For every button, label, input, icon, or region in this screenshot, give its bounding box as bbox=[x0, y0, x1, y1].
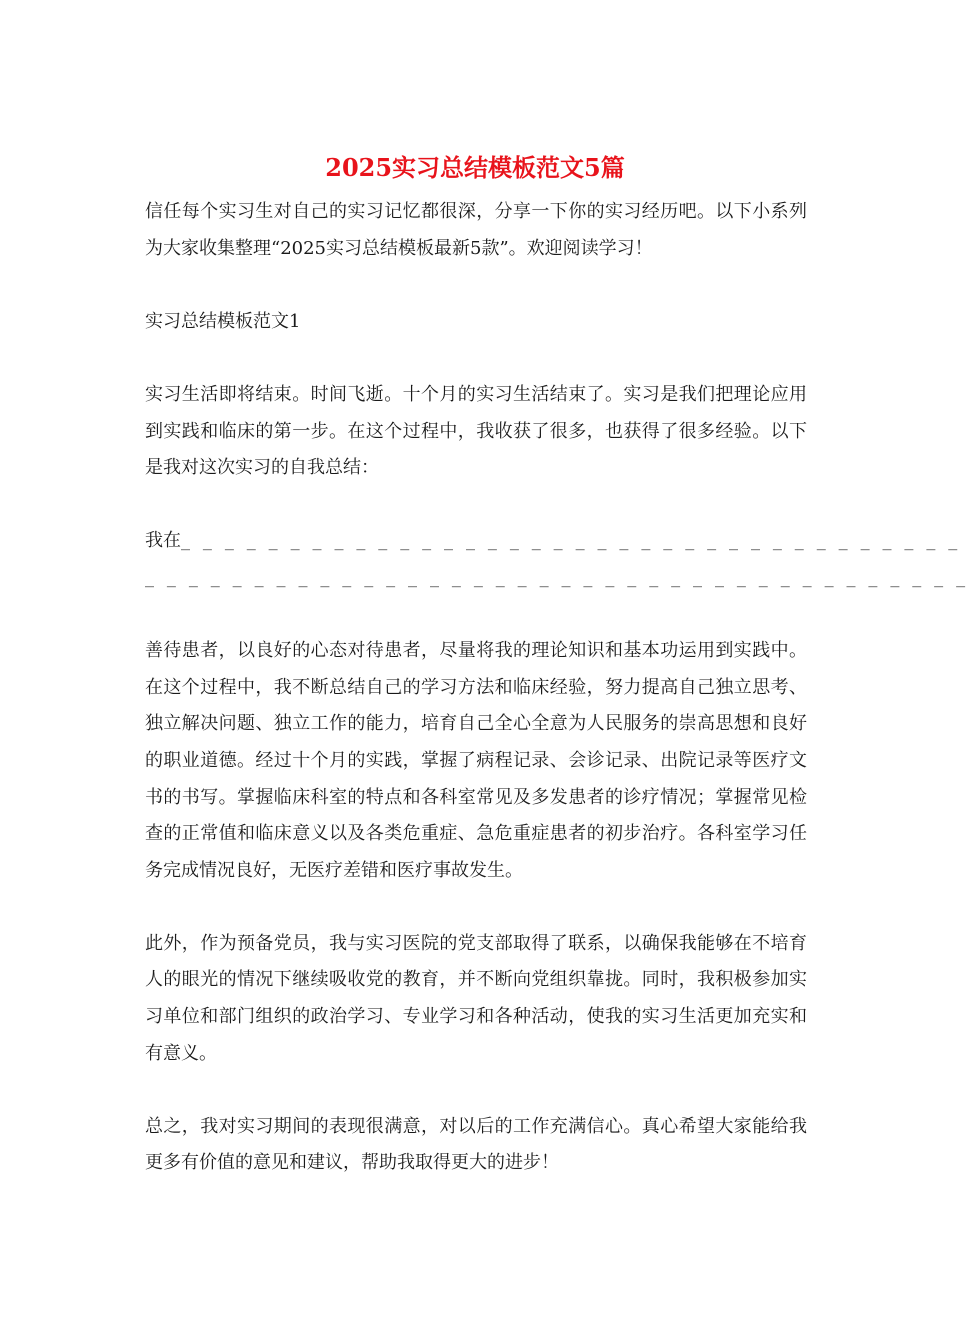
fill-in-line-1 bbox=[145, 523, 961, 560]
paragraph-3: 此外，作为预备党员，我与实习医院的党支部取得了联系，以确保我能够在不培育人的眼光的情况下继续吸收党的教育，并不断向党组织靠拢。同时，我积极参加实习单位和部门组织的政治学习、专业学习和各种活动，使我的实习生活更加充实和有意义。 bbox=[145, 932, 807, 1064]
paragraph-2: 善待患者，以良好的心态对待患者，尽量将我的理论知识和基本功运用到实践中。在这个过程中，我不断总结自己的学习方法和临床经验，努力提高自己独立思考、独立解决问题、独立工作的能力，培育自己全心全意为人民服务的崇高思想和良好的职业道德。经过十个月的实践，掌握了病程记录、会诊记录、出院记录等医疗文书的书写。掌握临床科室的特点和各科室常见及多发患者的诊疗情况；掌握常见检查的正常值和临床意义以及各类危重症、急危重症患者的初步治疗。各科室学习任务完成情况良好，无医疗差错和医疗事故发生。 bbox=[145, 640, 807, 881]
intro-paragraph: 信任每个实习生对自己的实习记忆都很深，分享一下你的实习经历吧。以下小系列为大家收集整理“2025实习总结模板最新5款”。欢迎阅读学习！ bbox=[145, 201, 807, 259]
fill-prefix: 我在 bbox=[145, 530, 181, 552]
paragraph-1: 实习生活即将结束。时间飞逝。十个月的实习生活结束了。实习是我们把理论应用到实践和临床的第一步。在这个过程中，我收获了很多，也获得了很多经验。以下是我对这次实习的自我总结： bbox=[145, 383, 807, 479]
blank-underline-2: _ _ _ _ _ _ _ _ _ _ _ _ _ _ _ _ _ _ _ _ _ _ _ _ _ _ _ _ _ _ _ _ _ _ _ _ _ _ bbox=[145, 566, 969, 588]
paragraph-4: 总之，我对实习期间的表现很满意，对以后的工作充满信心。真心希望大家能给我更多有价值的意见和建议，帮助我取得更大的进步！ bbox=[145, 1115, 807, 1174]
document-body bbox=[145, 194, 969, 1219]
document-title: 2025实习总结模板范文5篇 bbox=[325, 153, 625, 182]
blank-underline-1: _ _ _ _ _ _ _ _ _ _ _ _ _ _ _ _ _ _ _ _ _ _ _ _ _ _ _ _ _ _ _ _ _ _ _ _ bbox=[181, 530, 961, 552]
fill-in-line-2 bbox=[145, 560, 969, 597]
section-heading: 实习总结模板范文1 bbox=[145, 310, 301, 332]
